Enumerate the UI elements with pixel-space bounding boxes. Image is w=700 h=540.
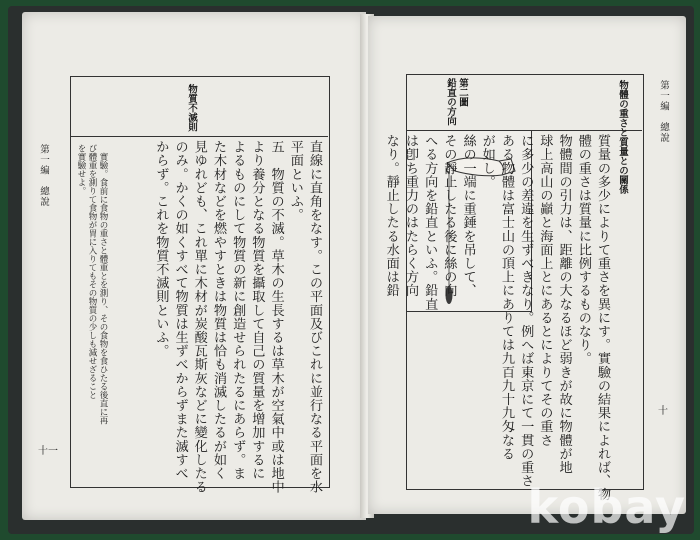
right-page-number: 十 [658, 406, 668, 417]
figure-caption: 第二圖 鉛直の方向 [445, 78, 468, 126]
right-page [368, 16, 686, 514]
right-running-head: 第一編 總說 [658, 80, 669, 143]
left-page-number: 十一 [38, 446, 58, 457]
left-running-head: 第一編 總說 [38, 144, 49, 207]
left-side-heading: 物質不滅則 [186, 84, 197, 132]
right-side-heading: 物體の重さと質量との關係 [617, 80, 628, 194]
left-body-text: 直線に直角をなす。この平面及びこれに並行なる平面を水 平面といふ。 五 物質の不滅。草木の生長するは草木が空氣中或は地中 より養分となる物質を攝取して自己の質量を增加するに よるものにして物質の新に創造せられたるにあらず。ま た木材などを燃やすときは物質は恰も消滅したるが如く 見ゆれども、これ單に木材が炭酸瓦斯灰などに變化したる のみ。かくの如くすべて物質は生ずべからずまた滅すべ からず。これを物質不滅則といふ。 [153, 140, 322, 494]
left-note-text: 實驗。食前に食物の重さと體重とを測り、その食物を食ひたる後直に再 び體重を測りて食物が胃に入りてもその物質の少しも減せざること を實驗せよ。 [76, 144, 108, 425]
left-page [22, 12, 366, 520]
right-body-text: 質量の多少によりて重さを異にす。實驗の結果によれば、物 體の重さは質量に比例するものなり。 物體間の引力は、距離の大なるほど弱きが故に物體が地 球上高山の巓と海面上とにあるとによりてその重さ に多少の差違を生ずべきなり。例へば東京にて一貫の重さ ある物體は富士山の頂上にありては九百九十九匁なる が如し。 絲の一端に重錘を吊して、 その靜止したる後に絲の向 へる方向を鉛直といふ。鉛直 は卽ち重力のはたらく方向 なり。靜止したる水面は鉛 [383, 134, 610, 502]
watermark-text: kobay [527, 480, 686, 534]
left-heading-rule [70, 76, 328, 137]
